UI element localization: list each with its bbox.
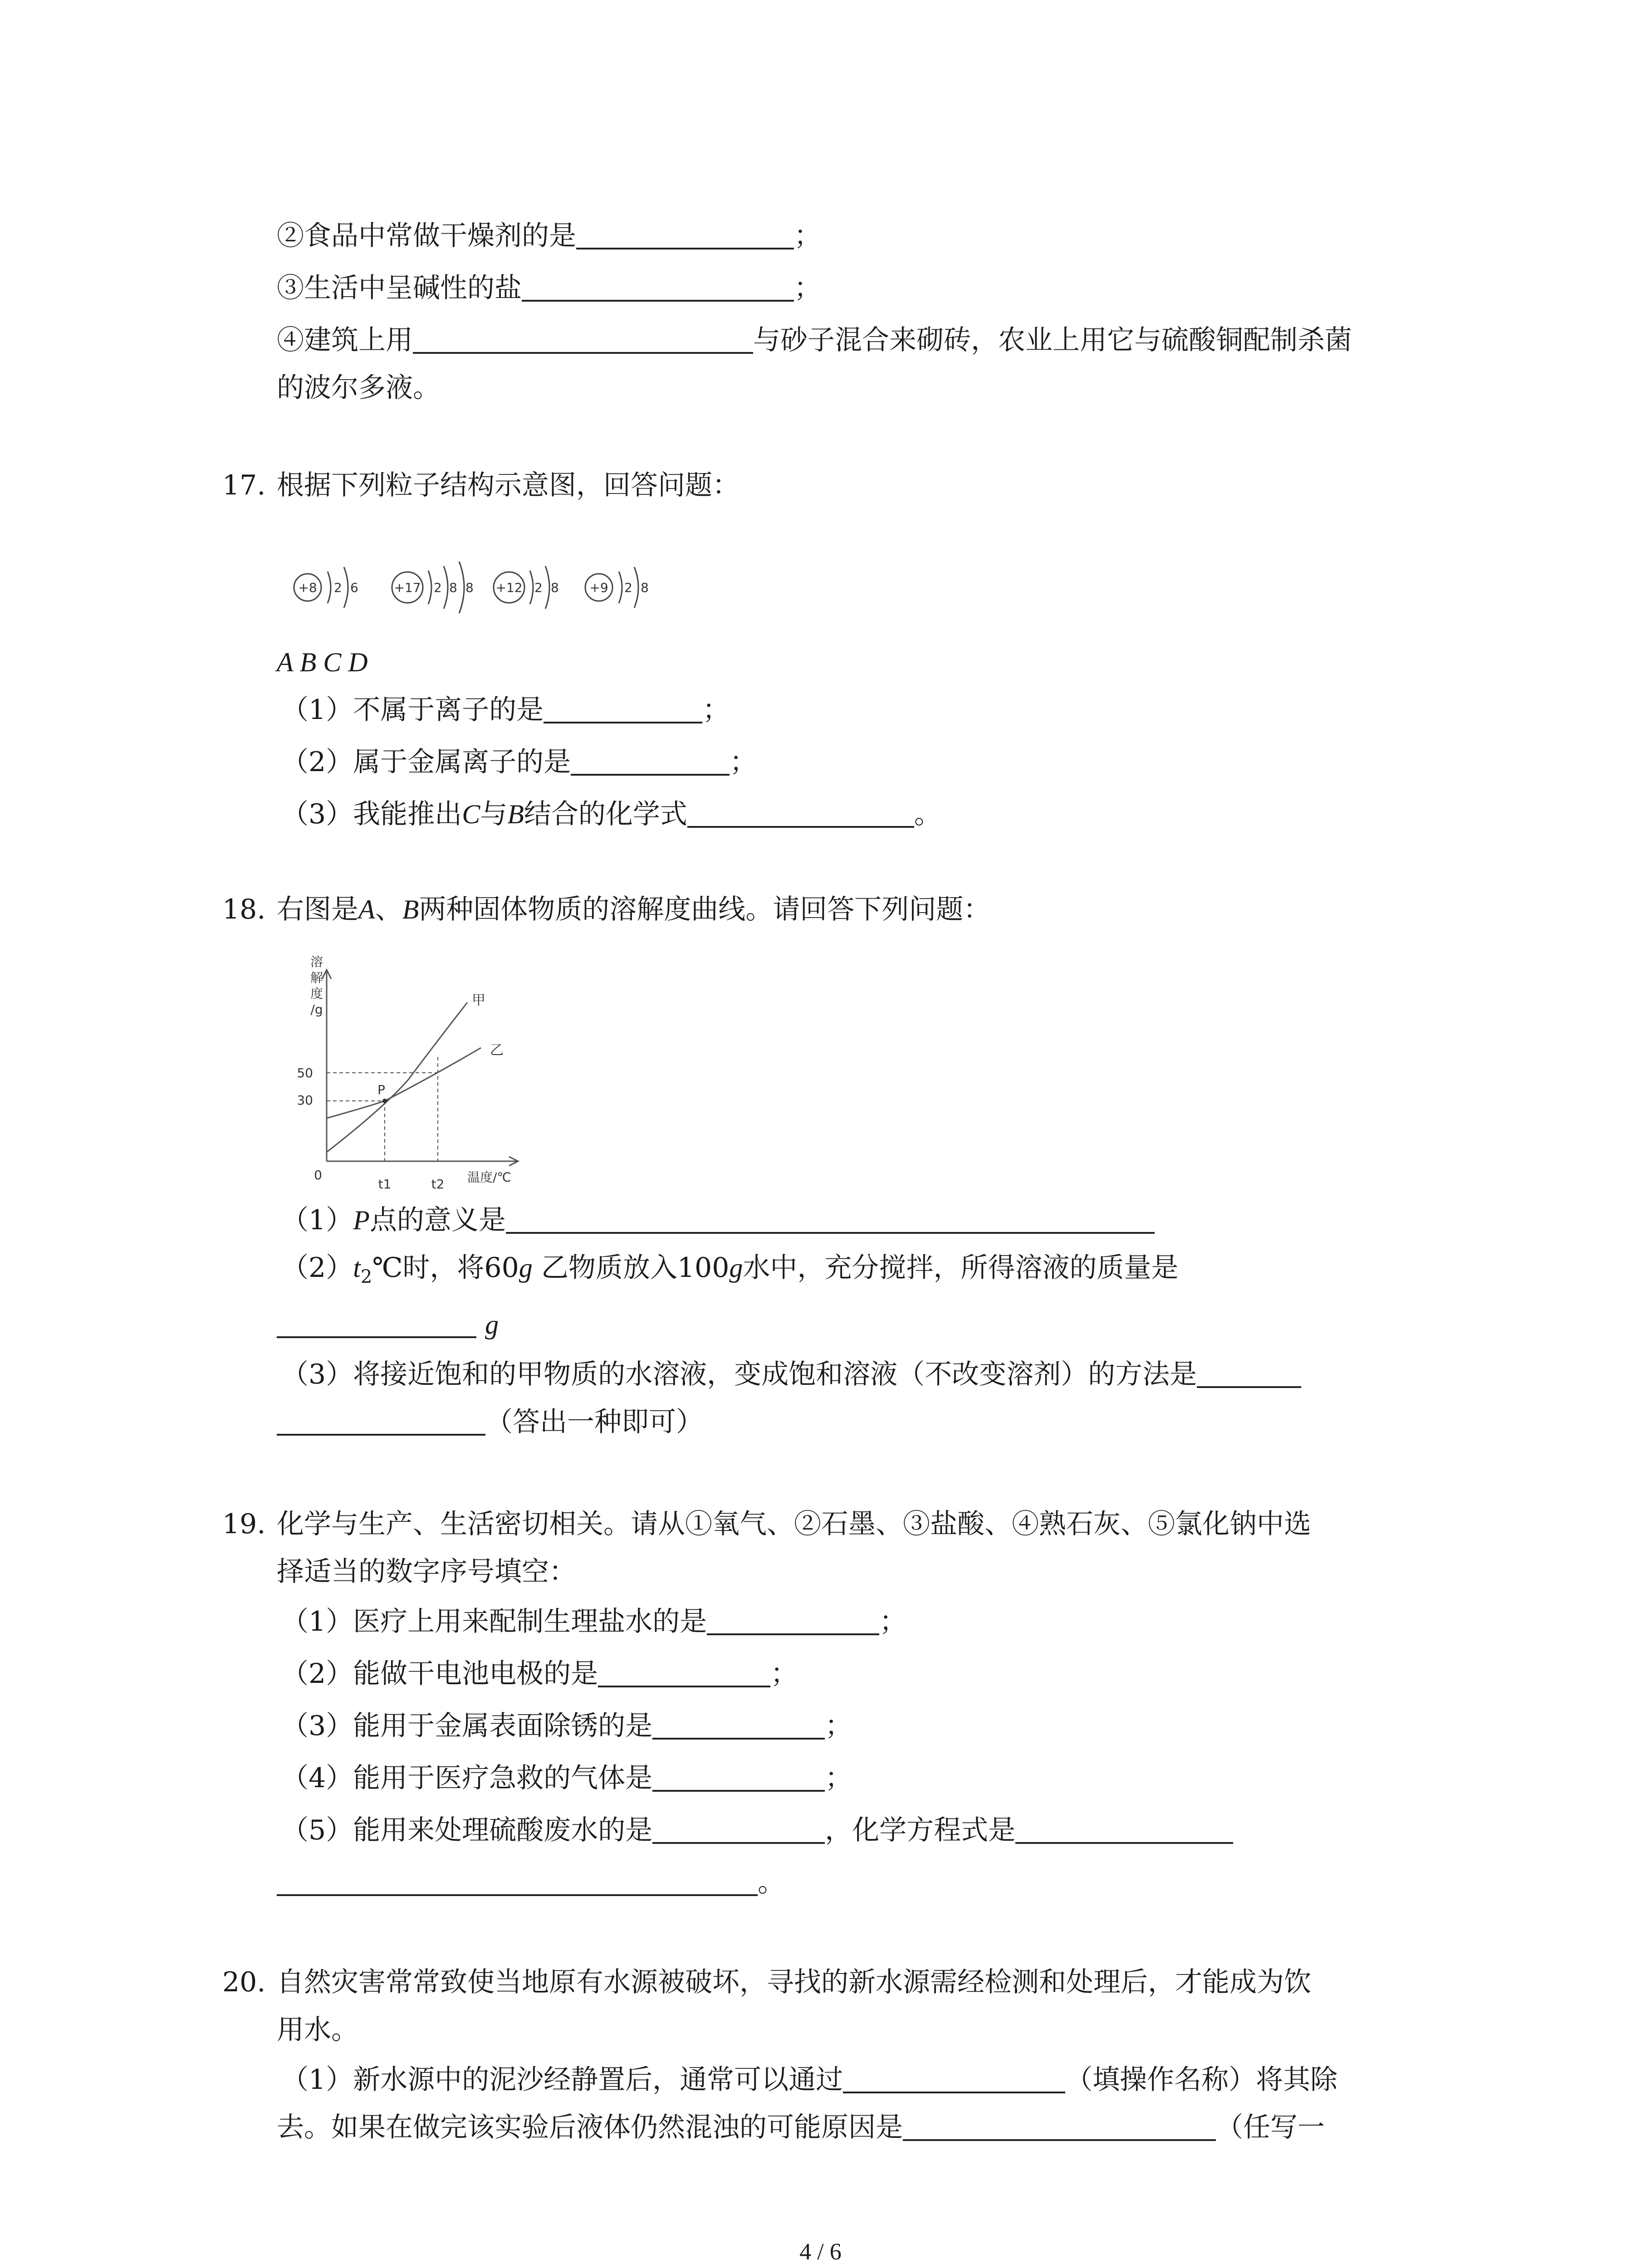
question-stem-cont: 择适当的数字序号填空： <box>277 1556 576 1588</box>
answer-blank[interactable] <box>277 1309 476 1338</box>
sub-question-1: （1）新水源中的泥沙经静置后，通常可以通过 （填操作名称）将其除 <box>281 2064 1338 2096</box>
question-stem-cont: 用水。 <box>277 2014 358 2046</box>
answer-blank[interactable] <box>506 1205 1155 1234</box>
sub-question-4: （4）能用于医疗急救的气体是 ； <box>281 1762 852 1794</box>
nucleus-charge: +12 <box>495 580 523 595</box>
sub-question-3-cont: （答出一种即可） <box>277 1404 703 1440</box>
sub-question-3: （3）能用于金属表面除锈的是 ； <box>281 1710 852 1742</box>
answer-blank[interactable] <box>598 1658 770 1687</box>
curve-yi <box>327 1048 481 1118</box>
nucleus-charge: +17 <box>394 580 421 595</box>
q16-item-2: ②食品中常做干燥剂的是 ； <box>277 220 821 252</box>
curve-jia <box>327 1002 467 1152</box>
particle-structure-diagrams <box>290 558 662 617</box>
answer-blank[interactable] <box>707 1606 879 1635</box>
answer-blank[interactable] <box>652 1763 825 1792</box>
point-p <box>382 1099 387 1103</box>
sub-question-5: （5）能用来处理硫酸废水的是 ，化学方程式是 <box>281 1812 1233 1848</box>
q16-item-4-cont: 的波尔多液。 <box>277 372 440 404</box>
shell-electrons: 8 <box>465 580 474 595</box>
q16-item-3: ③生活中呈碱性的盐 ； <box>277 272 821 304</box>
sub-question-2: （2）能做干电池电极的是 ； <box>281 1658 798 1690</box>
y-axis-label: /g <box>310 1002 323 1017</box>
sub-question-2: $(2)t_2℃$时，将60g 乙物质放入100g水中，充分搅拌，所得溶液的质量是 <box>281 1252 1179 1287</box>
sub-question-2: （2）属于金属离子的是 ； <box>281 746 757 778</box>
sub-question-2-cont: g <box>277 1306 499 1343</box>
atom-diagram-a <box>294 567 358 608</box>
question-stem: 右图是A、B两种固体物质的溶解度曲线。请回答下列问题： <box>277 894 991 925</box>
answer-blank[interactable] <box>687 799 914 828</box>
sub-question-1: （1）不属于离子的是 ； <box>281 694 730 726</box>
answer-blank[interactable] <box>652 1711 825 1740</box>
answer-blank[interactable] <box>571 747 730 776</box>
answer-blank[interactable] <box>843 2064 1065 2093</box>
y-axis-label: 度 <box>310 986 323 1001</box>
x-tick-label: t2 <box>431 1177 445 1192</box>
sub-question-1-cont: 去。如果在做完该实验后液体仍然混浊的可能原因是 （任写一 <box>277 2112 1325 2143</box>
y-axis-label: 溶 <box>310 954 323 969</box>
answer-blank[interactable] <box>652 1815 825 1844</box>
answer-blank[interactable] <box>277 1867 758 1896</box>
answer-blank[interactable] <box>1197 1359 1301 1388</box>
question-number: 19. <box>222 1508 266 1540</box>
question-stem: 自然灾害常常致使当地原有水源被破坏，寻找的新水源需经检测和处理后，才能成为饮 <box>277 1966 1311 1998</box>
atom-diagram-d <box>585 567 649 608</box>
shell-electrons: 8 <box>641 580 649 595</box>
curve-label-jia: 甲 <box>472 992 485 1008</box>
y-tick-label: 50 <box>297 1066 313 1080</box>
sub-question-1: （1）P点的意义是 <box>281 1202 1155 1238</box>
shell-electrons: 2 <box>534 580 543 595</box>
diagram-labels: A B C D <box>277 647 368 677</box>
q16-item-4: ④建筑上用 与砂子混合来砌砖，农业上用它与硫酸铜配制杀菌 <box>277 324 1352 356</box>
shell-electrons: 2 <box>624 580 632 595</box>
question-number: 18. <box>222 894 266 925</box>
shell-electrons: 6 <box>350 580 358 595</box>
question-number: 20. <box>222 1966 266 1998</box>
x-axis-label: 温度/℃ <box>467 1170 511 1185</box>
question-stem: 化学与生产、生活密切相关。请从①氧气、②石墨、③盐酸、④熟石灰、⑤氯化钠中选 <box>277 1508 1311 1540</box>
solubility-curve-graph <box>277 953 531 1198</box>
atom-diagram-b <box>392 562 474 613</box>
sub-question-5-cont: 。 <box>277 1864 785 1901</box>
origin-label: 0 <box>314 1168 322 1183</box>
shell-electrons: 8 <box>449 580 457 595</box>
sub-question-1: （1）医疗上用来配制生理盐水的是 ； <box>281 1606 907 1637</box>
answer-blank[interactable] <box>413 325 753 354</box>
answer-blank[interactable] <box>903 2112 1216 2141</box>
atom-diagram-c <box>494 566 559 609</box>
nucleus-charge: +8 <box>298 580 317 595</box>
answer-blank[interactable] <box>576 220 794 249</box>
nucleus-charge: +9 <box>589 580 608 595</box>
shell-electrons: 8 <box>551 580 559 595</box>
answer-blank[interactable] <box>277 1407 485 1436</box>
sub-question-3: （3）将接近饱和的甲物质的水溶液，变成饱和溶液（不改变溶剂）的方法是 <box>281 1356 1301 1393</box>
answer-blank[interactable] <box>522 273 794 302</box>
question-number: 17. <box>222 469 266 501</box>
point-label: P <box>377 1082 385 1097</box>
x-tick-label: t1 <box>378 1177 392 1192</box>
shell-electrons: 2 <box>334 580 342 595</box>
curve-label-yi: 乙 <box>490 1042 504 1058</box>
answer-blank[interactable] <box>544 694 702 723</box>
shell-electrons: 2 <box>434 580 442 595</box>
y-tick-label: 30 <box>297 1093 313 1108</box>
question-stem: 根据下列粒子结构示意图，回答问题： <box>277 469 740 501</box>
y-axis-label: 解 <box>310 970 323 985</box>
sub-question-3: （3）我能推出C与B结合的化学式 。 <box>281 798 941 830</box>
answer-blank[interactable] <box>1015 1815 1233 1844</box>
page-number: 4 / 6 <box>799 2239 842 2265</box>
